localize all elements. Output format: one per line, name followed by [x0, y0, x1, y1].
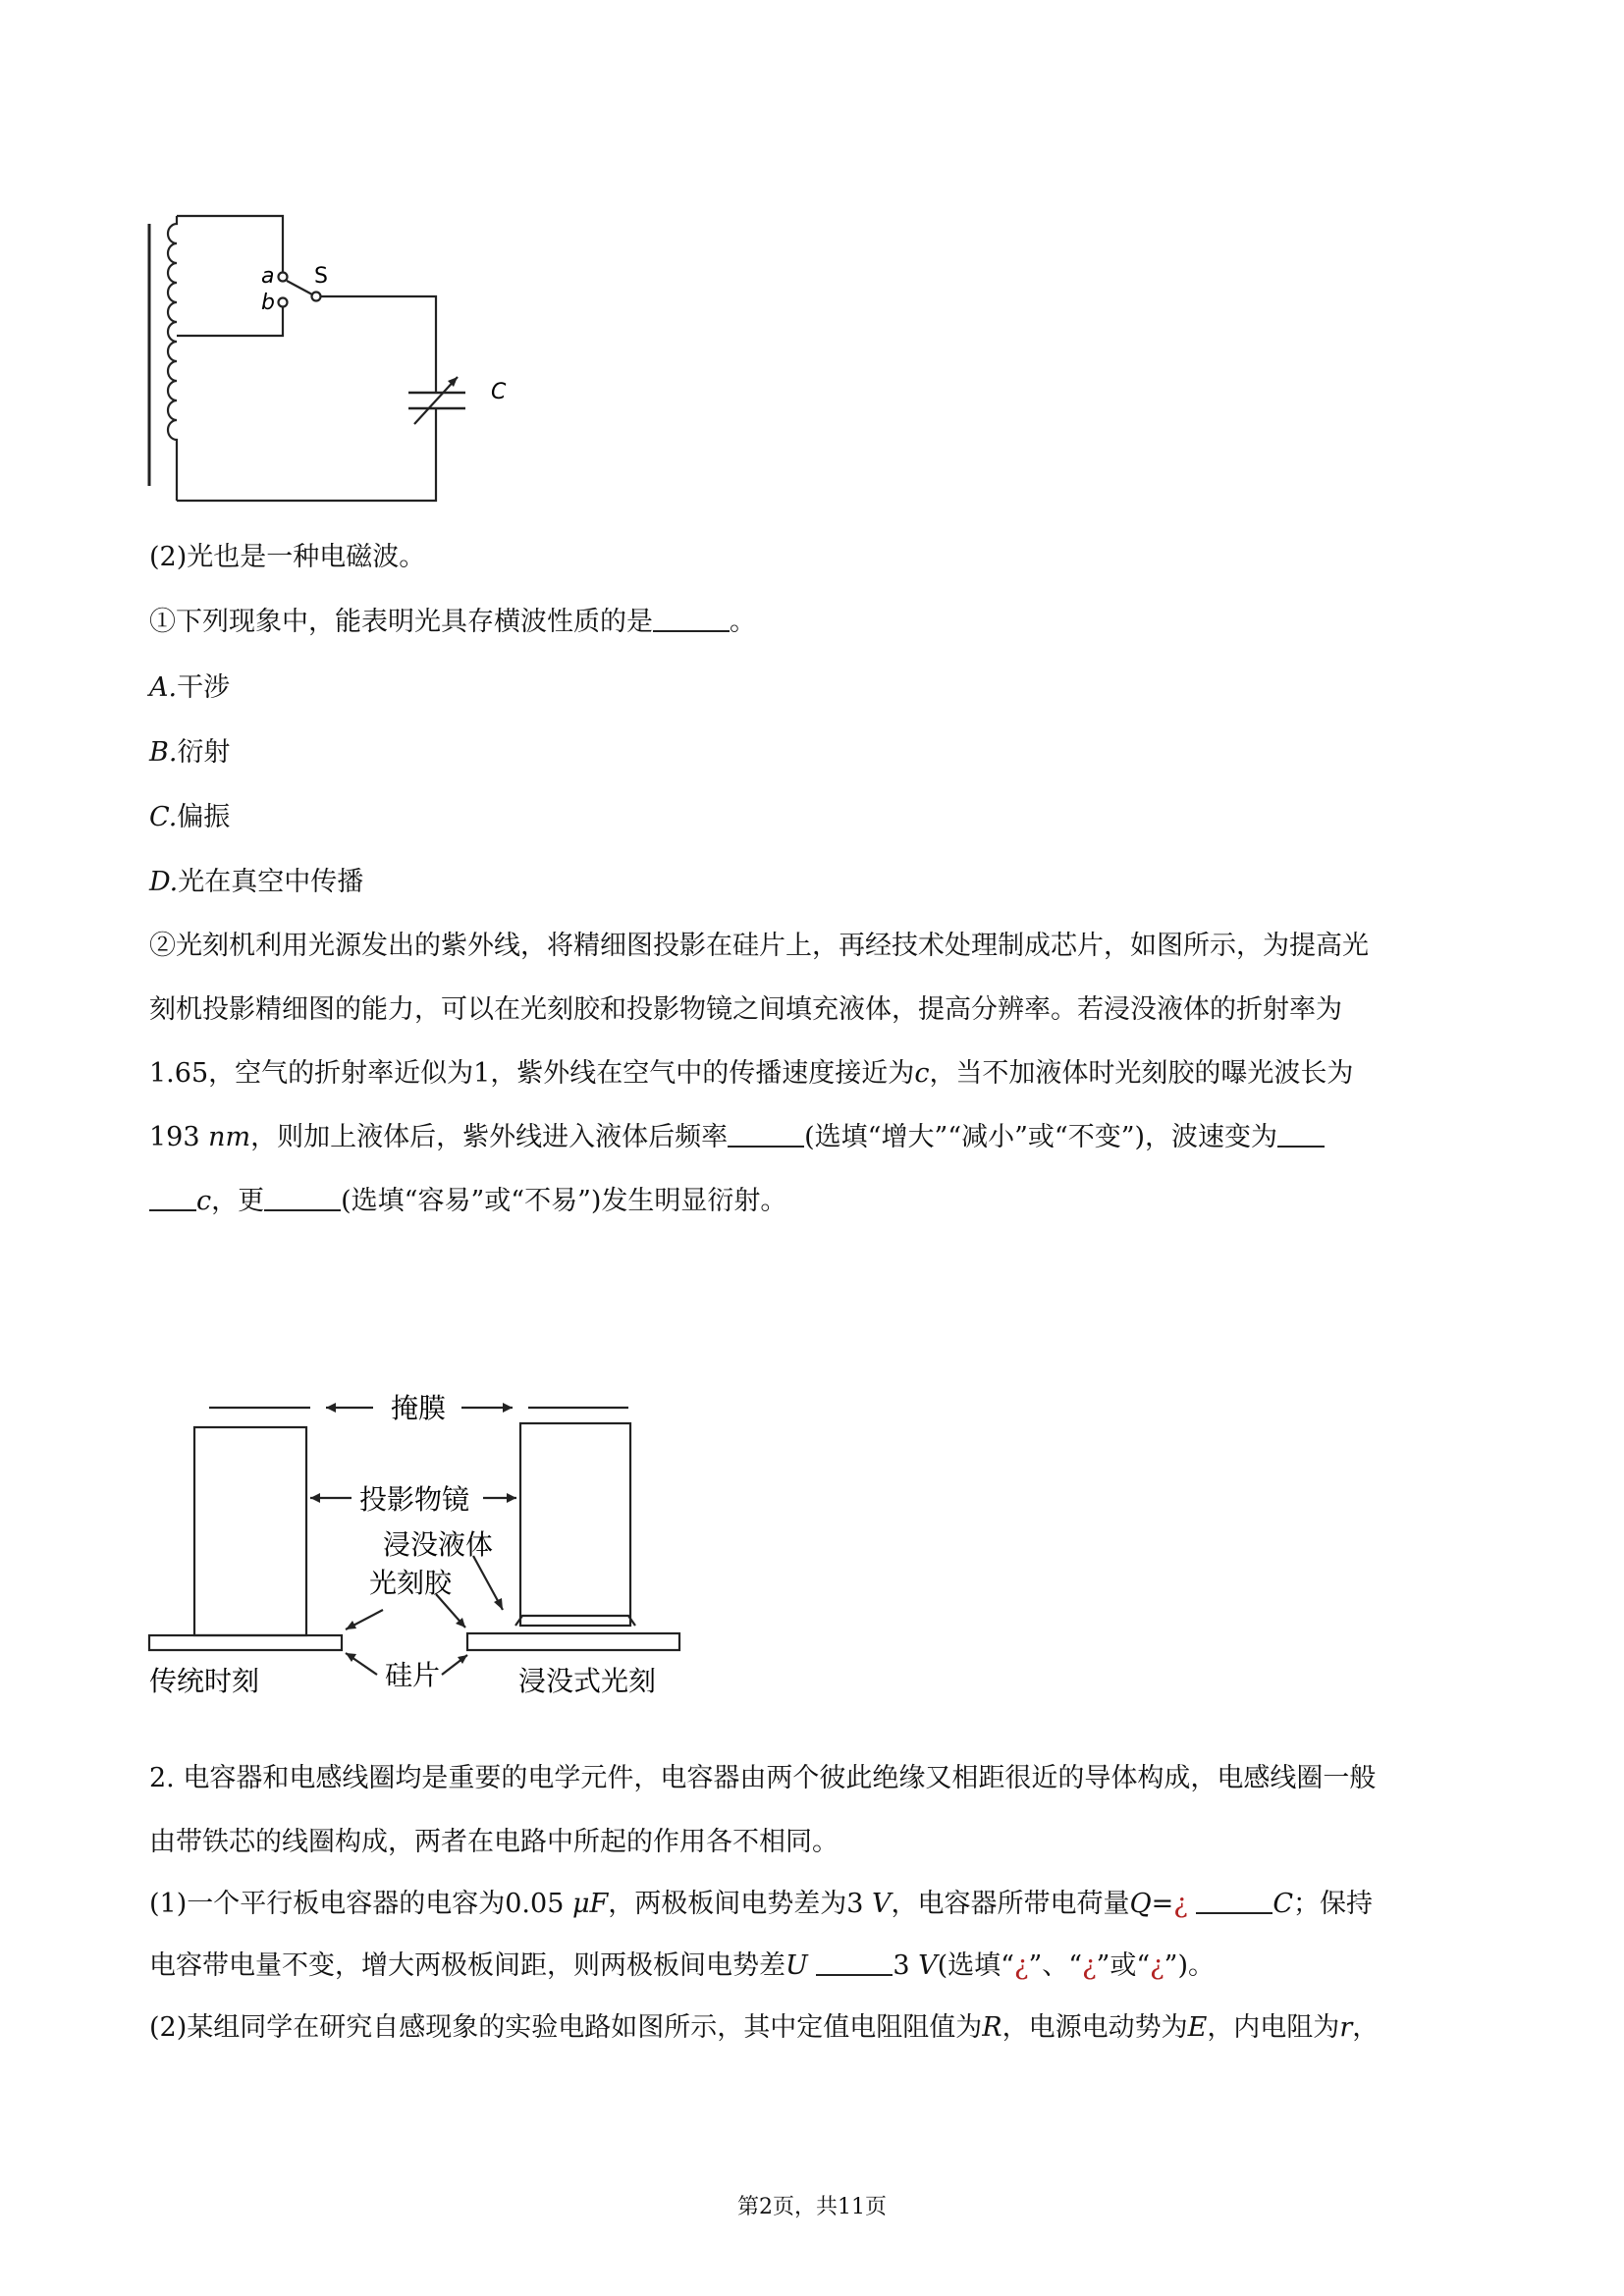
label-wafer: 硅片 [385, 1659, 441, 1691]
option-c: C.偏振 [149, 802, 231, 832]
lc-circuit-figure [137, 206, 530, 520]
contact-a [279, 273, 288, 282]
option-a: A.干涉 [149, 672, 231, 703]
answer-blank[interactable] [1277, 1120, 1325, 1148]
wire-bottom [177, 408, 436, 501]
immersion-liquid [515, 1616, 635, 1626]
q2-intro-1: 2. 电容器和电感线圈均是重要的电学元件，电容器由两个彼此绝缘又相距很近的导体构成，电感线圈一般 [149, 1763, 1377, 1793]
lens-immersion [520, 1423, 630, 1626]
page-footer: 第2页，共11页 [737, 2195, 887, 2219]
coil-inductor [168, 216, 177, 501]
sub1-stem: ①下列现象中，能表明光具存横波性质的是 。 [149, 607, 756, 637]
option-d: D.光在真空中传播 [149, 867, 364, 897]
q2-part1-line-2: 电容带电量不变，增大两极板间距，则两极板间电势差U 3 V(选填“¿”、“¿”或“¿”)。 [149, 1950, 1215, 1981]
sub2-line-2: 刻机投影精细图的能力，可以在光刻胶和投影物镜之间填充液体，提高分辨率。若浸没液体的折射率为 [149, 994, 1342, 1025]
lens-traditional [194, 1427, 306, 1635]
answer-blank[interactable] [653, 605, 730, 632]
label-traditional: 传统时刻 [149, 1665, 260, 1697]
sub2-line-3: 1.65，空气的折射率近似为1，紫外线在空气中的传播速度接近为c，当不加液体时光刻胶的曝光波长为 [149, 1058, 1354, 1089]
answer-blank[interactable] [728, 1120, 804, 1148]
answer-blank[interactable] [264, 1184, 341, 1211]
answer-blank[interactable] [816, 1949, 893, 1976]
answer-blank[interactable] [1196, 1887, 1272, 1914]
wire-right-top [320, 296, 436, 393]
label-s: S [314, 264, 328, 289]
q2-part1-line-1: (1)一个平行板电容器的电容为0.05 μF，两极板间电势差为3 V，电容器所带电荷量Q=¿ C；保持 [149, 1889, 1374, 1919]
label-resist: 光刻胶 [369, 1567, 453, 1599]
contact-b [279, 298, 288, 307]
label-b: b [261, 291, 275, 315]
wafer-traditional [149, 1635, 342, 1650]
label-c: C [491, 380, 507, 404]
label-immersion: 浸没式光刻 [518, 1665, 657, 1697]
label-mask: 掩膜 [391, 1392, 447, 1424]
q2-part2-line-1: (2)某组同学在研究自感现象的实验电路如图所示，其中定值电阻阻值为R，电源电动势为E，内电阻为r， [149, 2012, 1380, 2043]
label-liquid: 浸没液体 [383, 1528, 494, 1561]
option-b: B.衍射 [149, 737, 231, 768]
switch-blade [287, 281, 312, 294]
label-a: a [261, 264, 275, 289]
lithography-figure [137, 1374, 707, 1713]
sub2-line-5: c，更 (选填“容易”或“不易”)发生明显衍射。 [149, 1182, 1485, 1221]
part2-heading: (2)光也是一种电磁波。 [149, 542, 426, 572]
wafer-immersion [467, 1633, 679, 1650]
answer-blank[interactable] [149, 1184, 196, 1211]
sub2-line-4: 193 nm，则加上液体后，紫外线进入液体后频率 (选填“增大”“减小”或“不变”)，波速变为 [149, 1118, 1485, 1157]
q2-intro-2: 由带铁芯的线圈构成，两者在电路中所起的作用各不相同。 [149, 1827, 839, 1857]
label-lens: 投影物镜 [359, 1483, 470, 1516]
sub2-line-1: ②光刻机利用光源发出的紫外线，将精细图投影在硅片上，再经技术处理制成芯片，如图所示，为提高光 [149, 931, 1369, 961]
switch-pivot [312, 293, 321, 301]
